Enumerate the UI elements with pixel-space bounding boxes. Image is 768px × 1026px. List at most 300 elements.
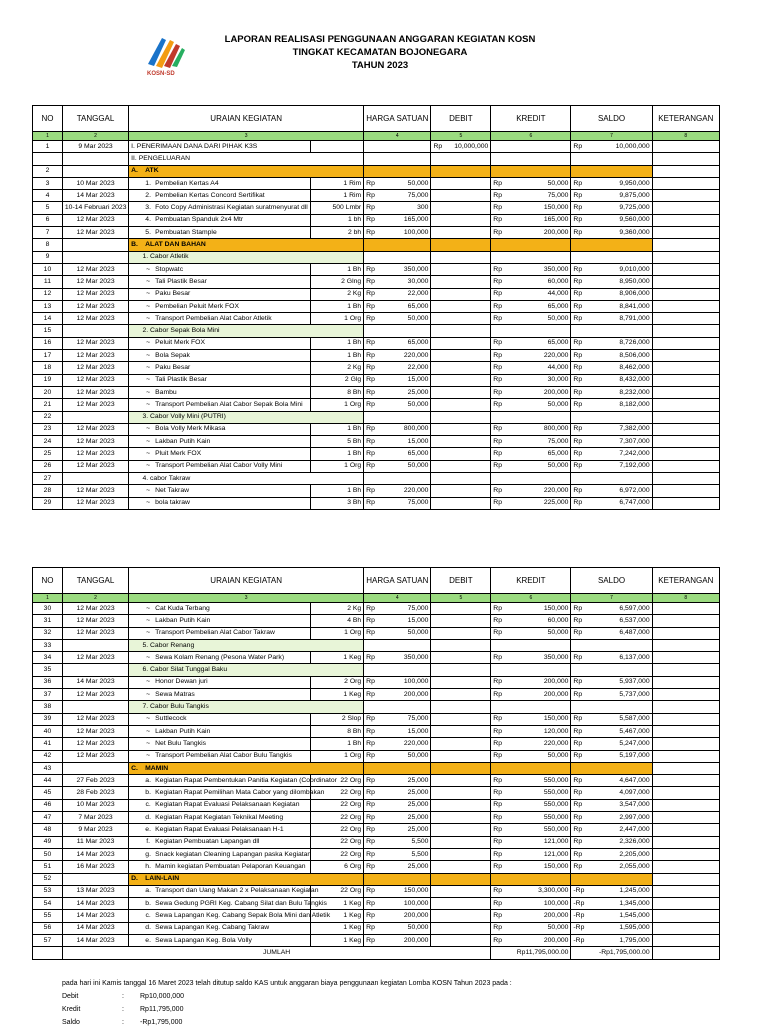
row-price	[364, 263, 431, 275]
row-qty: 1 Bh	[310, 423, 363, 435]
row-saldo-value: 5,247,000	[619, 739, 650, 747]
row-kredit	[491, 738, 571, 750]
currency-label: Rp	[366, 678, 375, 686]
row-saldo	[571, 775, 652, 787]
row-kredit-value: 225,000	[543, 499, 569, 507]
row-debit	[431, 460, 491, 472]
empty-cell	[571, 239, 652, 251]
row-debit	[431, 350, 491, 362]
row-saldo	[571, 263, 652, 275]
row-kredit-value: 121,000	[543, 838, 569, 846]
row-price	[364, 313, 431, 325]
subsection-title: 3. Cabor Volly Mini (PUTRI)	[129, 411, 364, 423]
row-price	[364, 460, 431, 472]
row-kredit-value: 150,000	[543, 862, 569, 870]
row-date: 12 Mar 2023	[62, 300, 128, 312]
subsection-row	[33, 639, 720, 651]
row-qty: 1 Keg	[310, 898, 363, 910]
currency-label: Rp	[366, 801, 375, 809]
row-no: 42	[33, 750, 63, 762]
empty-cell	[431, 251, 491, 263]
row-saldo	[571, 448, 652, 460]
row-saldo	[571, 615, 652, 627]
header-keterangan: KETERANGAN	[652, 568, 719, 594]
empty-cell	[491, 701, 571, 713]
header-saldo: SALDO	[571, 568, 652, 594]
currency-label: Rp	[573, 351, 583, 359]
row-description	[129, 775, 337, 787]
row-marker: e.	[145, 936, 151, 944]
currency-label: Rp	[573, 179, 583, 187]
row-description	[129, 227, 311, 239]
row-no: 45	[33, 787, 63, 799]
empty-cell	[571, 411, 652, 423]
row-price	[364, 787, 431, 799]
row-description	[129, 460, 311, 472]
row-price-value: 15,000	[407, 616, 429, 624]
row-price	[364, 141, 431, 153]
section-title	[129, 165, 364, 177]
empty-cell	[491, 325, 571, 337]
row-desc-text: Cat Kuda Terbang	[155, 604, 210, 612]
row-qty: 2 Org	[310, 676, 363, 688]
subsection-row	[33, 473, 720, 485]
row-marker: ~	[146, 363, 151, 371]
subsection-row	[33, 701, 720, 713]
row-keterangan	[652, 676, 719, 688]
row-description	[129, 423, 311, 435]
row-date: 12 Mar 2023	[62, 652, 128, 664]
row-marker: a.	[145, 887, 151, 895]
row-desc-text: Pembuatan Spanduk 2x4 Mtr	[155, 216, 244, 224]
table-row	[33, 775, 720, 787]
total-saldo: -Rp1,795,000.00	[571, 947, 652, 959]
currency-label: Rp	[573, 801, 583, 809]
row-saldo	[571, 497, 652, 509]
table-row	[33, 725, 720, 737]
currency-label: Rp	[493, 752, 502, 760]
currency-label: Rp	[366, 715, 375, 723]
row-saldo-value: 9,875,000	[619, 191, 650, 199]
summary-label: Kredit	[62, 1006, 81, 1013]
row-no: 49	[33, 836, 63, 848]
row-debit	[431, 861, 491, 873]
table-row	[33, 861, 720, 873]
row-marker: ~	[146, 486, 151, 494]
row-keterangan	[652, 227, 719, 239]
row-kredit	[491, 861, 571, 873]
empty-cell	[364, 473, 431, 485]
row-price-value: 350,000	[403, 265, 429, 273]
table-row	[33, 300, 720, 312]
column-index: 4	[364, 132, 431, 141]
row-description	[129, 738, 311, 750]
row-marker: ~	[146, 678, 151, 686]
row-saldo	[571, 190, 652, 202]
row-price-value: 50,000	[407, 752, 429, 760]
currency-label: Rp	[366, 690, 375, 698]
row-kredit	[491, 910, 571, 922]
row-price	[364, 775, 431, 787]
currency-label: Rp	[366, 228, 375, 236]
row-kredit	[491, 337, 571, 349]
table-row	[33, 460, 720, 472]
row-saldo-value: 4,097,000	[619, 789, 650, 797]
empty-cell	[571, 325, 652, 337]
empty-cell	[431, 873, 491, 885]
table-row	[33, 824, 720, 836]
row-qty: 2 Glng	[310, 276, 363, 288]
empty-cell	[364, 251, 431, 263]
row-price	[364, 337, 431, 349]
currency-label: Rp	[366, 179, 375, 187]
row-no: 55	[33, 910, 63, 922]
row-desc-text: Stopwatc	[155, 265, 184, 273]
row-price	[364, 935, 431, 947]
row-price-value: 350,000	[403, 653, 429, 661]
row-qty: 500 Lmbr	[310, 202, 363, 214]
row-desc-text: Pembelian Peluit Merk FOX	[155, 302, 239, 310]
column-index: 7	[571, 132, 652, 141]
currency-label: Rp	[366, 862, 375, 870]
row-no: 5	[33, 202, 63, 214]
currency-label: Rp	[493, 850, 502, 858]
row-marker: ~	[146, 400, 151, 408]
row-debit	[431, 288, 491, 300]
row-marker: 5.	[145, 228, 151, 236]
row-desc-text: Snack kegiatan Cleaning Lapangan paska Kegiatan	[155, 850, 312, 858]
row-kredit-value: 165,000	[543, 216, 569, 224]
empty-cell	[652, 639, 719, 651]
row-price	[364, 374, 431, 386]
row-saldo	[571, 202, 652, 214]
row-date: 9 Mar 2023	[62, 824, 128, 836]
row-kredit	[491, 615, 571, 627]
row-saldo	[571, 824, 652, 836]
currency-label: Rp	[366, 727, 375, 735]
table-row	[33, 689, 720, 701]
row-saldo-value: 1,795,000	[619, 936, 650, 944]
row-qty: 6 Org	[310, 861, 363, 873]
row-price-value: 15,000	[407, 376, 429, 384]
row-debit	[431, 848, 491, 860]
row-keterangan	[652, 750, 719, 762]
currency-label: -Rp	[573, 899, 585, 907]
currency-label: Rp	[493, 678, 502, 686]
table-row	[33, 423, 720, 435]
row-saldo-value: 8,432,000	[619, 376, 650, 384]
row-desc-text: Net Bulu Tangkis	[155, 739, 207, 747]
row-description	[129, 935, 311, 947]
row-price	[364, 738, 431, 750]
row-keterangan	[652, 177, 719, 189]
row-debit	[431, 885, 491, 897]
row-date: 12 Mar 2023	[62, 750, 128, 762]
row-saldo-value: 7,242,000	[619, 450, 650, 458]
row-description	[129, 497, 311, 509]
currency-label: Rp	[573, 339, 583, 347]
row-price	[364, 676, 431, 688]
row-no: 13	[33, 300, 63, 312]
row-kredit-value: 50,000	[547, 314, 569, 322]
row-saldo-value: 1,545,000	[619, 912, 650, 920]
row-debit	[431, 603, 491, 615]
empty-cell	[571, 473, 652, 485]
row-marker: ~	[146, 653, 151, 661]
empty-cell	[571, 251, 652, 263]
currency-label: Rp	[493, 191, 502, 199]
row-description	[129, 350, 311, 362]
empty-cell	[431, 664, 491, 676]
row-saldo	[571, 627, 652, 639]
currency-label: Rp	[366, 924, 375, 932]
row-date: 12 Mar 2023	[62, 362, 128, 374]
row-price	[364, 497, 431, 509]
row-date	[62, 165, 128, 177]
report-table-2	[32, 567, 720, 960]
currency-label: Rp	[366, 302, 375, 310]
row-no: 30	[33, 603, 63, 615]
currency-label: Rp	[493, 450, 502, 458]
empty-cell	[431, 411, 491, 423]
row-date	[62, 762, 128, 774]
row-debit	[431, 627, 491, 639]
column-index-row	[33, 594, 720, 603]
currency-label: Rp	[573, 363, 583, 371]
table-row	[33, 812, 720, 824]
currency-label: Rp	[366, 899, 375, 907]
row-no: 26	[33, 460, 63, 472]
row-keterangan	[652, 738, 719, 750]
row-description	[129, 627, 311, 639]
row-keterangan	[652, 362, 719, 374]
row-debit-value: 10,000,000	[454, 142, 489, 150]
row-saldo	[571, 848, 652, 860]
row-keterangan	[652, 824, 719, 836]
row-debit	[431, 227, 491, 239]
row-no: 16	[33, 337, 63, 349]
row-date: 12 Mar 2023	[62, 436, 128, 448]
table-row	[33, 448, 720, 460]
currency-label: Rp	[366, 265, 375, 273]
row-description	[129, 374, 311, 386]
row-saldo	[571, 738, 652, 750]
currency-label: Rp	[573, 302, 583, 310]
row-no: 46	[33, 799, 63, 811]
subsection-row	[33, 664, 720, 676]
currency-label: Rp	[493, 388, 502, 396]
empty-cell	[431, 325, 491, 337]
row-saldo-value: 1,245,000	[619, 887, 650, 895]
row-saldo	[571, 300, 652, 312]
row-keterangan	[652, 922, 719, 934]
row-desc-text: Transport Pembelian Alat Cabor Atletik	[155, 314, 272, 322]
row-description	[129, 177, 311, 189]
currency-label: Rp	[493, 899, 502, 907]
table-row	[33, 497, 720, 509]
row-qty: 2 Kg	[310, 362, 363, 374]
header-kredit: KREDIT	[491, 568, 571, 594]
row-desc-text: Transport dan Uang Makan 2 x Pelaksanaan Kegiatan	[155, 887, 319, 895]
row-price-value: 100,000	[403, 899, 429, 907]
empty-cell	[571, 701, 652, 713]
column-index-row	[33, 132, 720, 141]
row-description	[129, 263, 311, 275]
currency-label: Rp	[573, 727, 583, 735]
row-no: 11	[33, 276, 63, 288]
row-keterangan	[652, 436, 719, 448]
empty-cell	[364, 411, 431, 423]
row-debit	[431, 263, 491, 275]
row-price-value: 22,000	[407, 290, 429, 298]
header-debit: DEBIT	[431, 106, 491, 132]
table-row	[33, 362, 720, 374]
row-price-value: 25,000	[407, 825, 429, 833]
row-marker: c.	[145, 912, 151, 920]
table-row	[33, 350, 720, 362]
row-description	[129, 337, 311, 349]
row-no: 7	[33, 227, 63, 239]
row-marker: ~	[146, 752, 151, 760]
column-index: 3	[129, 594, 364, 603]
row-qty: 22 Org	[310, 848, 363, 860]
summary-value: -Rp1,795,000	[140, 1019, 183, 1026]
currency-label: Rp	[493, 265, 502, 273]
row-date	[62, 639, 128, 651]
row-marker: ~	[146, 314, 151, 322]
row-desc-text: Sewa Matras	[155, 690, 195, 698]
table-row	[33, 399, 720, 411]
row-debit	[431, 935, 491, 947]
row-kredit-value: 100,000	[543, 899, 569, 907]
row-price-value: 65,000	[407, 302, 429, 310]
row-price-value: 50,000	[407, 314, 429, 322]
table-row	[33, 615, 720, 627]
row-debit	[431, 812, 491, 824]
row-desc-text: I. PENERIMAAN DANA DARI PIHAK K3S	[131, 142, 258, 150]
row-marker: e.	[145, 825, 151, 833]
currency-label: Rp	[366, 616, 375, 624]
row-desc-text: Kegiatan Rapat Evaluasi Pelaksanaan H-1	[155, 825, 284, 833]
currency-label: Rp	[366, 376, 375, 384]
header-uraian: URAIAN KEGIATAN	[129, 106, 364, 132]
header-uraian: URAIAN KEGIATAN	[129, 568, 364, 594]
row-price-value: 65,000	[407, 450, 429, 458]
currency-label: Rp	[573, 228, 583, 236]
table-row	[33, 227, 720, 239]
table-row	[33, 799, 720, 811]
row-saldo-value: 6,487,000	[619, 629, 650, 637]
row-keterangan	[652, 202, 719, 214]
table-row	[33, 485, 720, 497]
row-saldo-value: 5,937,000	[619, 678, 650, 686]
row-no: 21	[33, 399, 63, 411]
table-row	[33, 202, 720, 214]
subsection-row	[33, 325, 720, 337]
currency-label: Rp	[573, 653, 583, 661]
empty-cell	[652, 701, 719, 713]
row-date	[62, 239, 128, 251]
row-debit	[431, 386, 491, 398]
currency-label: -Rp	[573, 936, 585, 944]
section-row	[33, 165, 720, 177]
row-date: 14 Mar 2023	[62, 935, 128, 947]
total-row	[33, 947, 720, 959]
currency-label: Rp	[493, 363, 502, 371]
column-index: 2	[62, 132, 128, 141]
header-no: NO	[33, 568, 63, 594]
table-row	[33, 787, 720, 799]
summary-label: Debit	[62, 993, 79, 1000]
currency-label: Rp	[493, 314, 502, 322]
report-title-line3: TAHUN 2023	[351, 60, 409, 71]
row-saldo	[571, 799, 652, 811]
row-no: 50	[33, 848, 63, 860]
table-row	[33, 713, 720, 725]
row-saldo-value: 8,906,000	[619, 290, 650, 298]
row-saldo-value: 4,647,000	[619, 776, 650, 784]
row-price	[364, 485, 431, 497]
row-price-value: 200,000	[403, 912, 429, 920]
row-date: 12 Mar 2023	[62, 448, 128, 460]
row-debit	[431, 177, 491, 189]
row-kredit-value: 60,000	[547, 277, 569, 285]
currency-label: Rp	[573, 752, 583, 760]
row-kredit	[491, 386, 571, 398]
row-debit	[431, 910, 491, 922]
currency-label: Rp	[573, 715, 583, 723]
row-marker: ~	[146, 629, 151, 637]
row-saldo-value: 3,547,000	[619, 801, 650, 809]
row-date: 28 Feb 2023	[62, 787, 128, 799]
summary-colon: :	[122, 993, 124, 1000]
row-debit	[431, 448, 491, 460]
row-qty: 22 Org	[310, 824, 363, 836]
row-no: 15	[33, 325, 63, 337]
row-debit	[431, 362, 491, 374]
row-saldo-value: 1,345,000	[619, 899, 650, 907]
currency-label: Rp	[573, 789, 583, 797]
table-row	[33, 750, 720, 762]
column-index: 7	[571, 594, 652, 603]
empty-cell	[491, 473, 571, 485]
row-date: 13 Mar 2023	[62, 885, 128, 897]
row-marker: ~	[146, 351, 151, 359]
row-desc-text: Lakban Putih Kain	[155, 437, 211, 445]
row-debit	[431, 436, 491, 448]
row-saldo	[571, 423, 652, 435]
row-qty: 1 Org	[310, 460, 363, 472]
row-saldo-value: 9,560,000	[619, 216, 650, 224]
currency-label: Rp	[366, 813, 375, 821]
row-kredit	[491, 922, 571, 934]
row-saldo-value: 9,360,000	[619, 228, 650, 236]
row-price	[364, 652, 431, 664]
empty-cell	[652, 762, 719, 774]
row-price-value: 50,000	[407, 629, 429, 637]
row-price	[364, 190, 431, 202]
report-title-line1: LAPORAN REALISASI PENGGUNAAN ANGGARAN KEGIATAN KOSN	[224, 34, 536, 45]
currency-label: Rp	[493, 629, 502, 637]
currency-label: Rp	[493, 462, 502, 470]
row-desc-text: Lakban Putih Kain	[155, 616, 211, 624]
row-kredit	[491, 214, 571, 226]
row-qty: 1 Bh	[310, 350, 363, 362]
row-date: 12 Mar 2023	[62, 214, 128, 226]
subsection-row	[33, 251, 720, 263]
subsection-title: II. PENGELUARAN	[129, 153, 364, 165]
row-saldo	[571, 227, 652, 239]
